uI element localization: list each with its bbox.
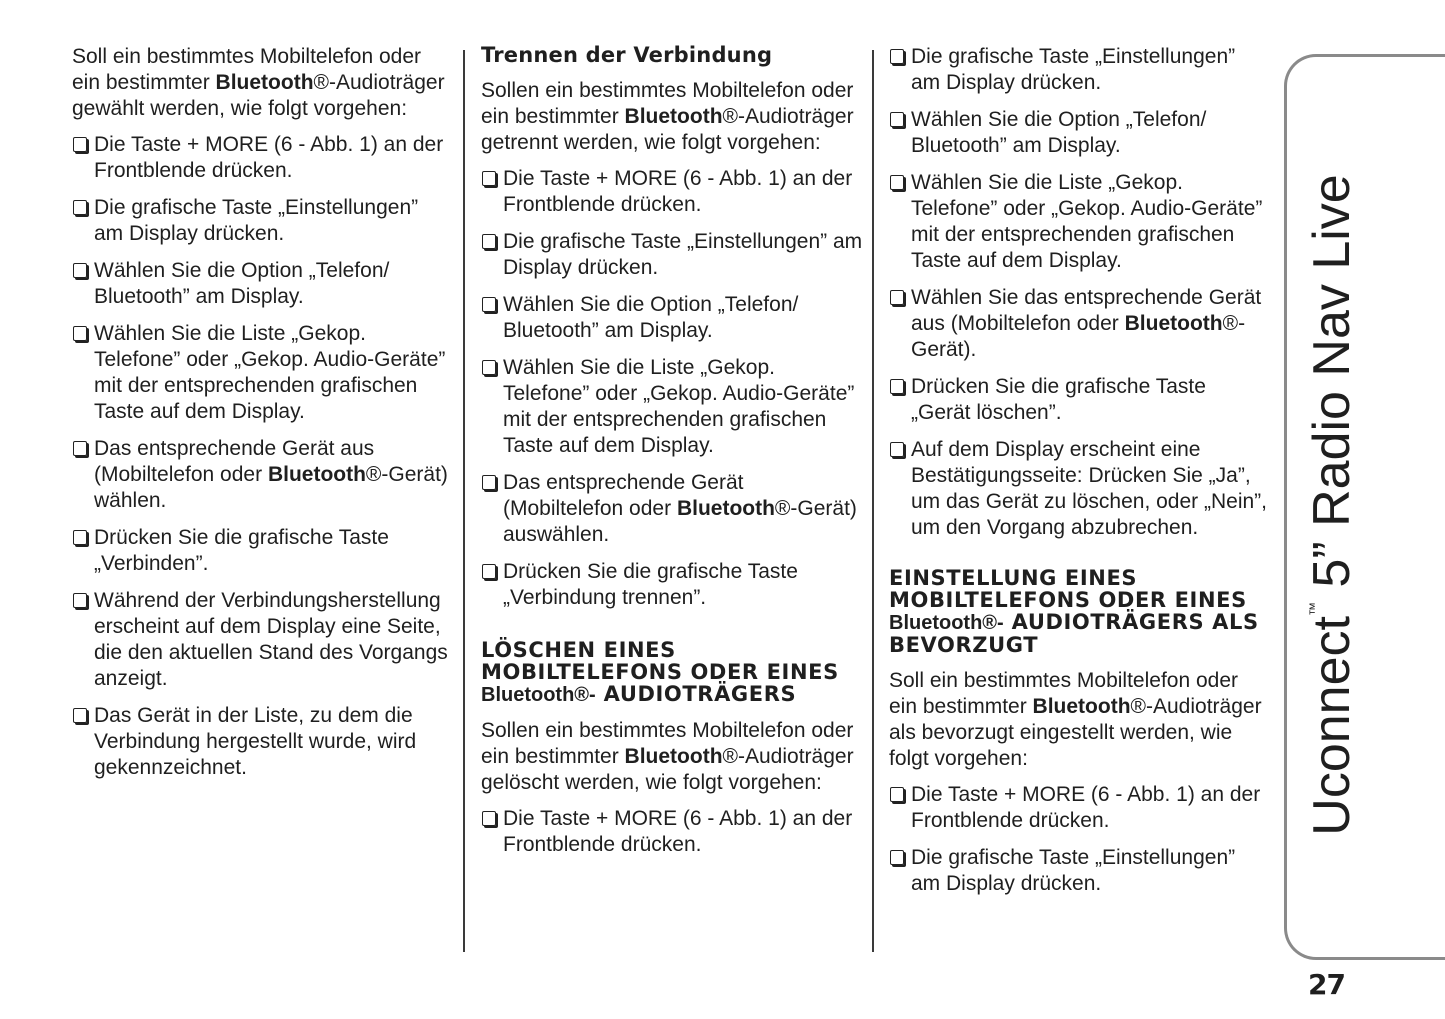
step-list [889,44,1269,541]
step-list [481,806,863,858]
list-item: Wählen Sie die Option „Telefon/ Bluetooth” am Display. [481,292,863,344]
list-item: Die Taste + MORE (6 - Abb. 1) an der Frontblende drücken. [481,806,863,858]
list-item: Die grafische Taste „Einstellungen” am Display drücken. [889,44,1269,96]
list-item: Drücken Sie die grafische Taste „Verbinden”. [72,525,452,577]
step-list [72,132,452,781]
text-column-1 [72,44,452,792]
page-number: 27 [1308,968,1345,1001]
list-item: Wählen Sie die Option „Telefon/ Bluetooth” am Display. [889,107,1269,159]
list-item: Die Taste + MORE (6 - Abb. 1) an der Frontblende drücken. [889,782,1269,834]
list-item: Die grafische Taste „Einstellungen” am Display drücken. [481,229,863,281]
list-item: Das entsprechende Gerät (Mobiltelefon oder Bluetooth®-Gerät) auswählen. [481,470,863,548]
list-item: Wählen Sie die Liste „Gekop. Telefone” oder „Gekop. Audio-Geräte” mit der entsprechenden grafischen Taste auf dem Display. [72,321,452,425]
column-divider [872,50,874,952]
list-item: Das entsprechende Gerät aus (Mobiltelefon oder Bluetooth®-Gerät) wählen. [72,436,452,514]
section-heading: Trennen der Verbindung [481,43,773,67]
list-item: Die Taste + MORE (6 - Abb. 1) an der Frontblende drücken. [481,166,863,218]
list-item: Wählen Sie die Option „Telefon/ Bluetooth” am Display. [72,258,452,310]
text-column-3 [889,44,1269,908]
section-heading: EINSTELLUNG EINES MOBILTELEFONS ODER EINES Bluetooth®- AUDIOTRÄGERS ALS BEVORZUGT [889,566,1259,657]
list-item: Die grafische Taste „Einstellungen” am Display drücken. [889,845,1269,897]
list-item: Wählen Sie das entsprechende Gerät aus (Mobiltelefon oder Bluetooth®-Gerät). [889,285,1269,363]
section-heading: LÖSCHEN EINES MOBILTELEFONS ODER EINES Bluetooth®- AUDIOTRÄGERS [481,638,839,706]
intro-paragraph: Sollen ein bestimmtes Mobiltelefon oder ein bestimmter Bluetooth®-Audioträger gelöscht werden, wie folgt vorgehen: [481,719,854,794]
list-item: Auf dem Display erscheint eine Bestätigungsseite: Drücken Sie „Ja”, um das Gerät zu löschen, oder „Nein”, um den Vorgang abzubrechen. [889,437,1269,541]
intro-paragraph: Soll ein bestimmtes Mobiltelefon oder ein bestimmter Bluetooth®-Audioträger gewählt werden, wie folgt vorgehen: [72,45,445,120]
list-item: Das Gerät in der Liste, zu dem die Verbindung hergestellt wurde, wird gekennzeichnet. [72,703,452,781]
list-item: Wählen Sie die Liste „Gekop. Telefone” oder „Gekop. Audio-Geräte” mit der entsprechenden grafischen Taste auf dem Display. [481,355,863,459]
list-item: Die Taste + MORE (6 - Abb. 1) an der Frontblende drücken. [72,132,452,184]
intro-paragraph: Sollen ein bestimmtes Mobiltelefon oder ein bestimmter Bluetooth®-Audioträger getrennt werden, wie folgt vorgehen: [481,79,854,154]
chapter-title: Uconnect™ 5” Radio Nav Live [1303,174,1361,836]
column-divider [463,50,465,952]
list-item: Drücken Sie die grafische Taste „Verbindung trennen”. [481,559,863,611]
intro-paragraph: Soll ein bestimmtes Mobiltelefon oder ein bestimmter Bluetooth®-Audioträger als bevorzugt eingestellt werden, wie folgt vorgehen: [889,669,1262,770]
list-item: Drücken Sie die grafische Taste „Gerät löschen”. [889,374,1269,426]
list-item: Während der Verbindungsherstellung erscheint auf dem Display eine Seite, die den aktuellen Stand des Vorgangs anzeigt. [72,588,452,692]
list-item: Wählen Sie die Liste „Gekop. Telefone” oder „Gekop. Audio-Geräte” mit der entsprechenden grafischen Taste auf dem Display. [889,170,1269,274]
text-column-2 [481,44,863,869]
step-list [481,166,863,611]
list-item: Die grafische Taste „Einstellungen” am Display drücken. [72,195,452,247]
step-list [889,782,1269,897]
